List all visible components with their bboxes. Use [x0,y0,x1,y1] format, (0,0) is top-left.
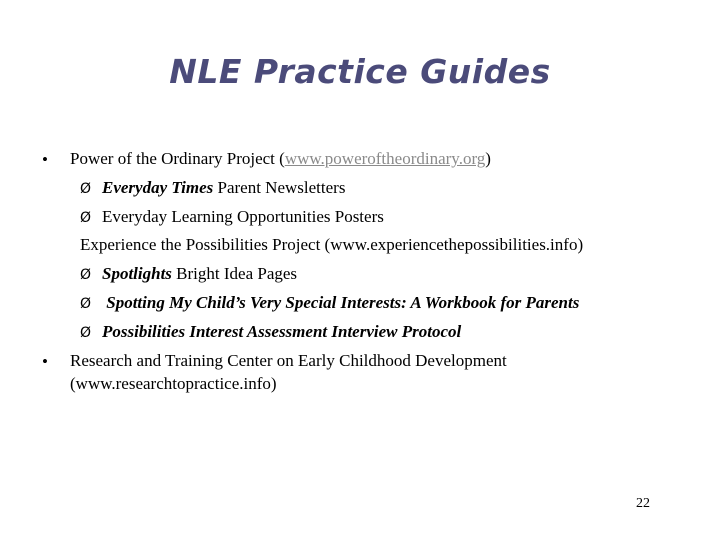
bullet-2-line-1: Research and Training Center on Early Childhood Development [70,351,507,370]
bullet-1-text [70,149,491,169]
sub-item-3-emphasis: Spotlights [102,264,172,283]
sub-item-5-emphasis: Possibilities Interest Assessment Interview Protocol [102,322,462,341]
experience-possibilities-line: Experience the Possibilities Project (www.experiencethepossibilities.info) [80,235,584,254]
sub-item-3-rest: Bright Idea Pages [171,264,298,283]
bullet-2-line-2: (www.researchtopractice.info) [70,374,277,393]
sub-item-everyday-times [80,178,345,199]
page-number: 22 [636,496,650,511]
sub-item-4-emphasis: Spotting My Child’s Very Special Interests: A Workbook for Parents [102,293,580,312]
arrow-bullet-icon: Ø [80,267,92,283]
sub-item-1-emphasis: Everyday Times [102,178,214,197]
bullet-1-post: ) [485,149,491,168]
arrow-bullet-icon: Ø [80,325,92,341]
slide-title: NLE Practice Guides [169,52,551,91]
sub-item-learning-posters [80,207,384,228]
sub-item-spotlights [80,264,297,285]
bullet-2-marker: • [42,352,48,371]
sub-item-1-rest: Parent Newsletters [213,178,346,197]
bullet-1-marker: • [42,150,48,169]
arrow-bullet-icon: Ø [80,181,92,197]
sub-item-spotting-workbook [80,293,579,314]
poweroftheordinary-link[interactable]: www.poweroftheordinary.org [284,149,486,168]
sub-item-interview-protocol [80,322,461,343]
arrow-bullet-icon: Ø [80,296,92,312]
sub-item-2-text: Everyday Learning Opportunities Posters [102,207,384,226]
arrow-bullet-icon: Ø [80,210,92,226]
bullet-1-pre: Power of the Ordinary Project ( [70,149,285,168]
